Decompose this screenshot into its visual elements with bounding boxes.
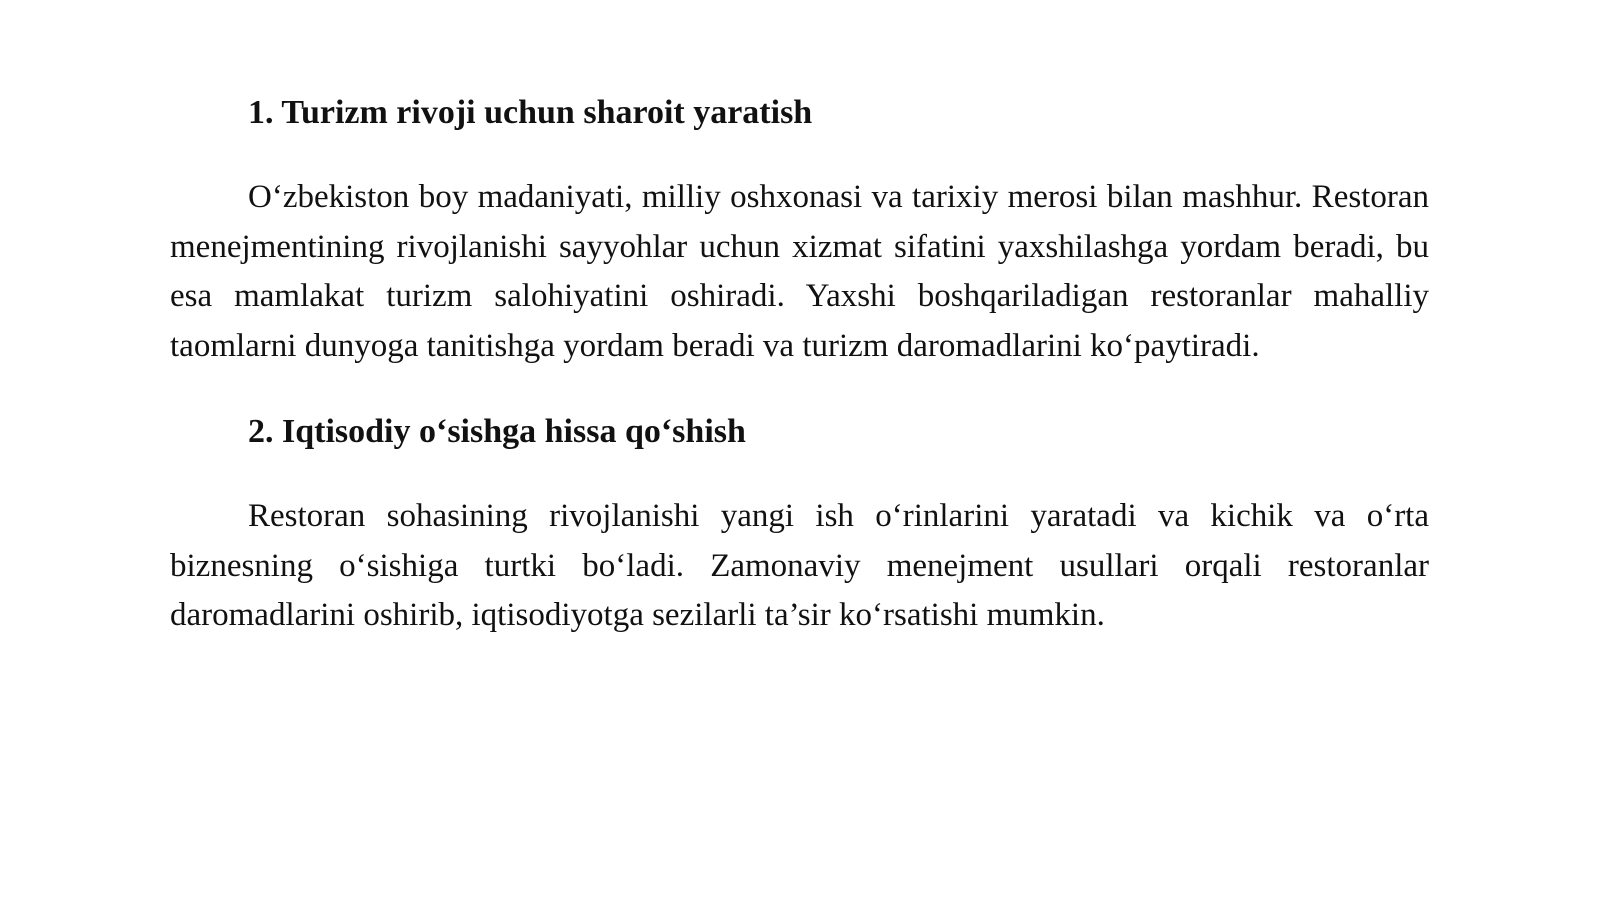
document-page (170, 88, 1429, 641)
section-paragraph-tourism: O‘zbekiston boy madaniyati, milliy oshxonasi va tarixiy merosi bilan mashhur. Restoran menejmentining rivojlanishi sayyohlar uchun xizmat sifatini yaxshilashga yordam beradi, bu esa mamlakat turizm salohiyatini oshiradi. Yaxshi boshqariladigan restoranlar mahalliy taomlarni dunyoga tanitishga yordam beradi va turizm daromadlarini ko‘paytiradi. (170, 179, 1429, 364)
section-heading-tourism: 1. Turizm rivoji uchun sharoit yaratish (248, 94, 813, 131)
section-heading-economic-growth: 2. Iqtisodiy o‘sishga hissa qo‘shish (248, 413, 746, 450)
section-paragraph-economic-growth: Restoran sohasining rivojlanishi yangi ish o‘rinlarini yaratadi va kichik va o‘rta biznesning o‘sishiga turtki bo‘ladi. Zamonaviy menejment usullari orqali restoranlar daromadlarini oshirib, iqtisodiyotga sezilarli ta’sir ko‘rsatishi mumkin. (170, 498, 1429, 633)
